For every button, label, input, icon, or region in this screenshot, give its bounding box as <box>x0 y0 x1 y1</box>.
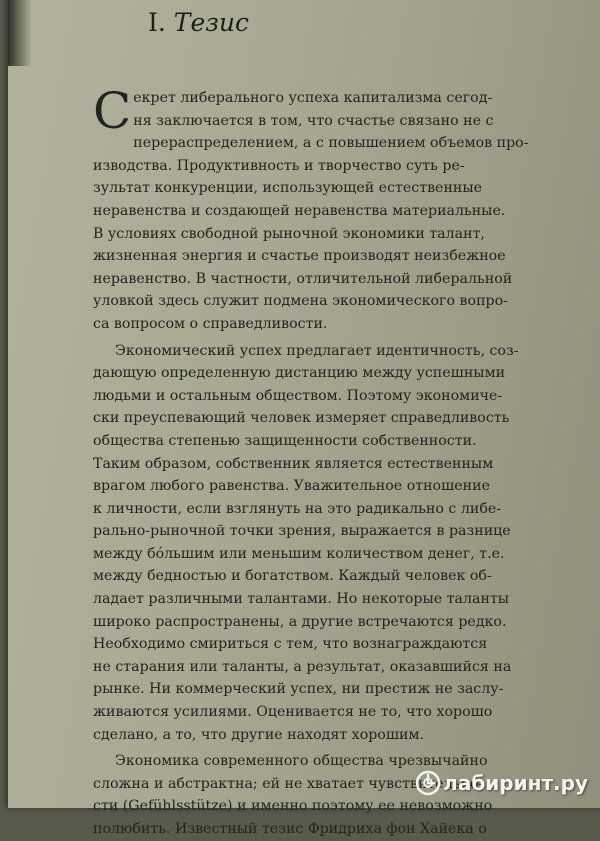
text-line: Необходимо смириться с тем, что вознаграждаются <box>93 636 488 653</box>
text-line: изводства. Продуктивность и творчество суть ре- <box>93 157 465 174</box>
text-line: между бóльшим или меньшим количеством денег, т.е. <box>93 545 505 562</box>
paragraph-2 <box>93 340 527 747</box>
text-line: не старания или таланты, а результат, оказавшийся на <box>93 658 512 675</box>
chapter-numeral: I. <box>148 8 166 37</box>
text-line: широко распространены, а другие встречаются редко. <box>93 613 507 630</box>
text-line: врагом любого равенства. Уважительное отношение <box>93 478 490 495</box>
text-line: к личности, если взглянуть на это радикально с либе- <box>93 500 502 517</box>
text-line: рынке. Ни коммерческий успех, ни престиж не заслу- <box>93 681 504 698</box>
chapter-heading <box>148 8 249 37</box>
text-line: сти (Gefühlsstütze) и именно поэтому ее невозможно <box>93 798 493 815</box>
text-line: дающую определенную дистанцию между успешными <box>93 365 506 382</box>
text-line: Экономика современного общества чрезвычайно <box>115 753 488 770</box>
text-line: ладает различными талантами. Но некоторые таланты <box>93 591 510 608</box>
text-line: са вопросом о справедливости. <box>93 315 328 332</box>
text-line: сделано, а то, что другие находят хорошим. <box>93 726 425 743</box>
text-line: Экономический успех предлагает идентичность, соз- <box>115 342 519 359</box>
text-line: неравенство. В частности, отличительной либеральной <box>93 270 513 287</box>
watermark <box>415 770 588 796</box>
text-line: неравенства и создающей неравенства материальные. <box>93 202 506 219</box>
text-line: уловкой здесь служит подмена экономического вопро- <box>93 293 508 310</box>
chapter-title: Тезис <box>173 8 249 37</box>
text-line: ски преуспевающий человек измеряет справедливость <box>93 410 510 427</box>
drop-cap: С <box>93 82 132 140</box>
text-line: екрет либерального успеха капитализма сегод- <box>133 90 493 106</box>
text-line: сложна и абстрактна; ей не хватает чувствительно- <box>93 775 484 792</box>
text-line: рально-рыночной точки зрения, выражается в разнице <box>93 523 511 540</box>
text-line: перераспределением, а с повышением объемов про- <box>133 135 529 152</box>
text-line: людьми и остальным обществом. Поэтому экономиче- <box>93 387 503 404</box>
page-edge-shadow <box>8 0 32 66</box>
text-line: общества степенью защищенности собственности. <box>93 432 477 449</box>
text-line: живаются усилиями. Оценивается не то, что хорошо <box>93 704 493 721</box>
text-line: между бедностью и богатством. Каждый человек об- <box>93 568 492 585</box>
book-page <box>8 0 600 837</box>
watermark-text: лабиринт.ру <box>443 771 588 795</box>
text-line: Таким образом, собственник является естественным <box>93 455 494 472</box>
text-line: ня заключается в том, что счастье связано не с <box>133 112 494 129</box>
labirint-logo-icon <box>415 770 441 796</box>
text-line: В условиях свободной рыночной экономики талант, <box>93 225 485 242</box>
text-line: зультат конкуренции, использующей естественные <box>93 180 483 197</box>
paragraph-1 <box>93 82 529 336</box>
body-text <box>93 82 529 841</box>
text-line: полюбить. Известный тезис Фридриха фон Хайека о <box>93 821 487 837</box>
text-line: жизненная энергия и счастье производят неизбежное <box>93 248 506 265</box>
